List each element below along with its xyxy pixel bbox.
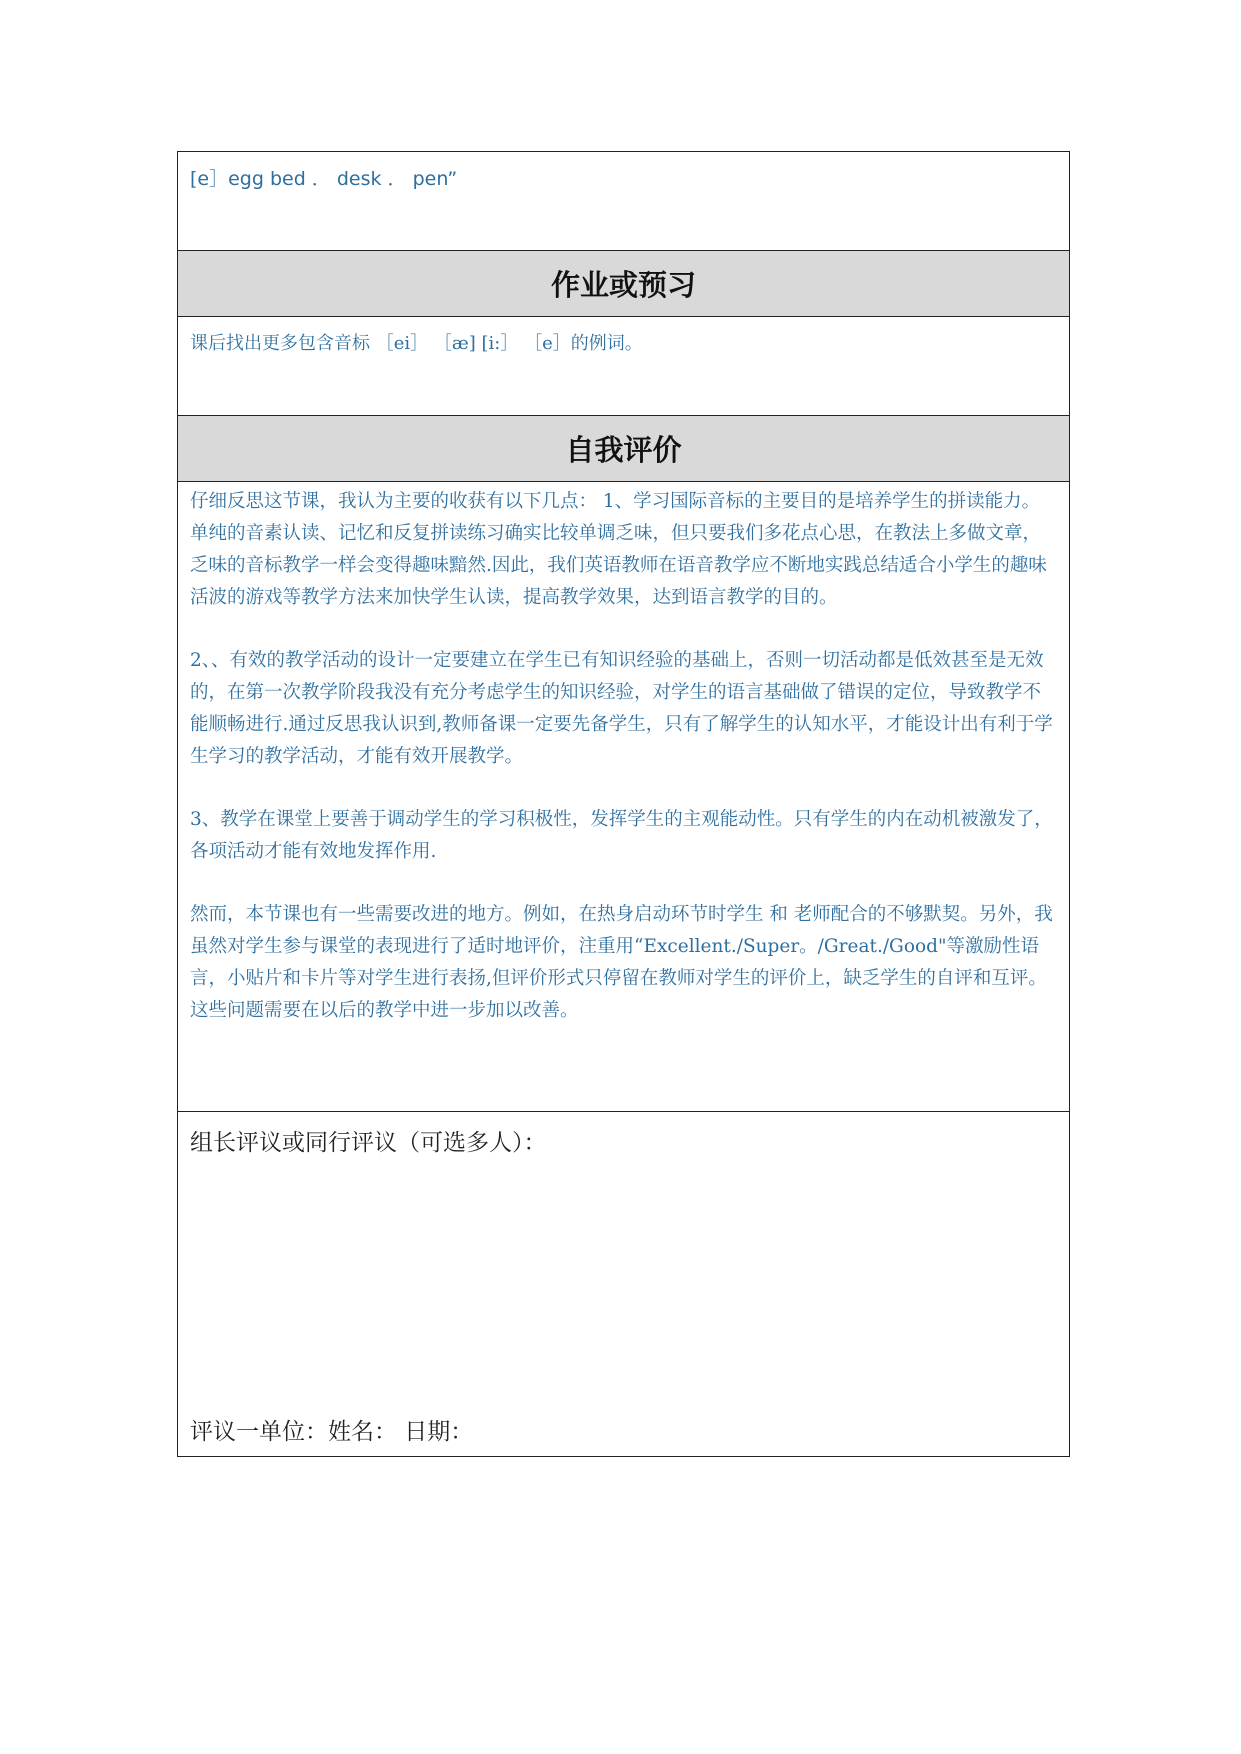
peer-review-label: 组长评议或同行评议（可选多人）： bbox=[190, 1130, 547, 1156]
self-eval-body bbox=[178, 482, 1069, 1112]
self-eval-paragraph-4: 然而，本节课也有一些需要改进的地方。例如，在热身启动环节时学生 和 老师配合的不够默契。另外，我虽然对学生参与课堂的表现进行了适时地评价，注重用“Excellent./Super。/Great./Good"等激励性语言，小贴片和卡片等对学生进行表扬,但评价形式只停留在教师对学生的评价上，缺乏学生的自评和互评。这些问题需要在以后的教学中进一步加以改善。 bbox=[190, 904, 1053, 1021]
self-eval-header: 自我评价 bbox=[178, 416, 1069, 482]
self-eval-paragraph-1: 仔细反思这节课，我认为主要的收获有以下几点： 1、学习国际音标的主要目的是培养学生的拼读能力。单纯的音素认读、记忆和反复拼读练习确实比较单调乏味，但只要我们多花点心思，在教法上多做文章，乏味的音标教学一样会变得趣味黯然.因此，我们英语教师在语音教学应不断地实践总结适合小学生的趣味活波的游戏等教学方法来加快学生认读，提高教学效果，达到语言教学的目的。 bbox=[190, 491, 1047, 608]
peer-review-sign-line: 评议一单位：姓名： 日期： bbox=[190, 1419, 474, 1445]
lesson-plan-table bbox=[177, 151, 1070, 1457]
self-eval-paragraph-3: 3、教学在课堂上要善于调动学生的学习积极性，发挥学生的主观能动性。只有学生的内在动机被激发了，各项活动才能有效地发挥作用. bbox=[190, 809, 1053, 862]
phonetics-examples: [e］egg bed ． desk ． pen” bbox=[178, 152, 1069, 251]
homework-text: 课后找出更多包含音标 ［ei］ ［æ] [i:］ ［e］的例词。 bbox=[178, 317, 1069, 416]
self-eval-paragraph-2: 2、、有效的教学活动的设计一定要建立在学生已有知识经验的基础上，否则一切活动都是低效甚至是无效的，在第一次教学阶段我没有充分考虑学生的知识经验，对学生的语言基础做了错误的定位，导致教学不能顺畅进行.通过反思我认识到,教师备课一定要先备学生，只有了解学生的认知水平，才能设计出有利于学生学习的教学活动，才能有效开展教学。 bbox=[190, 650, 1053, 767]
homework-header: 作业或预习 bbox=[178, 251, 1069, 317]
peer-review-section bbox=[178, 1112, 1069, 1456]
